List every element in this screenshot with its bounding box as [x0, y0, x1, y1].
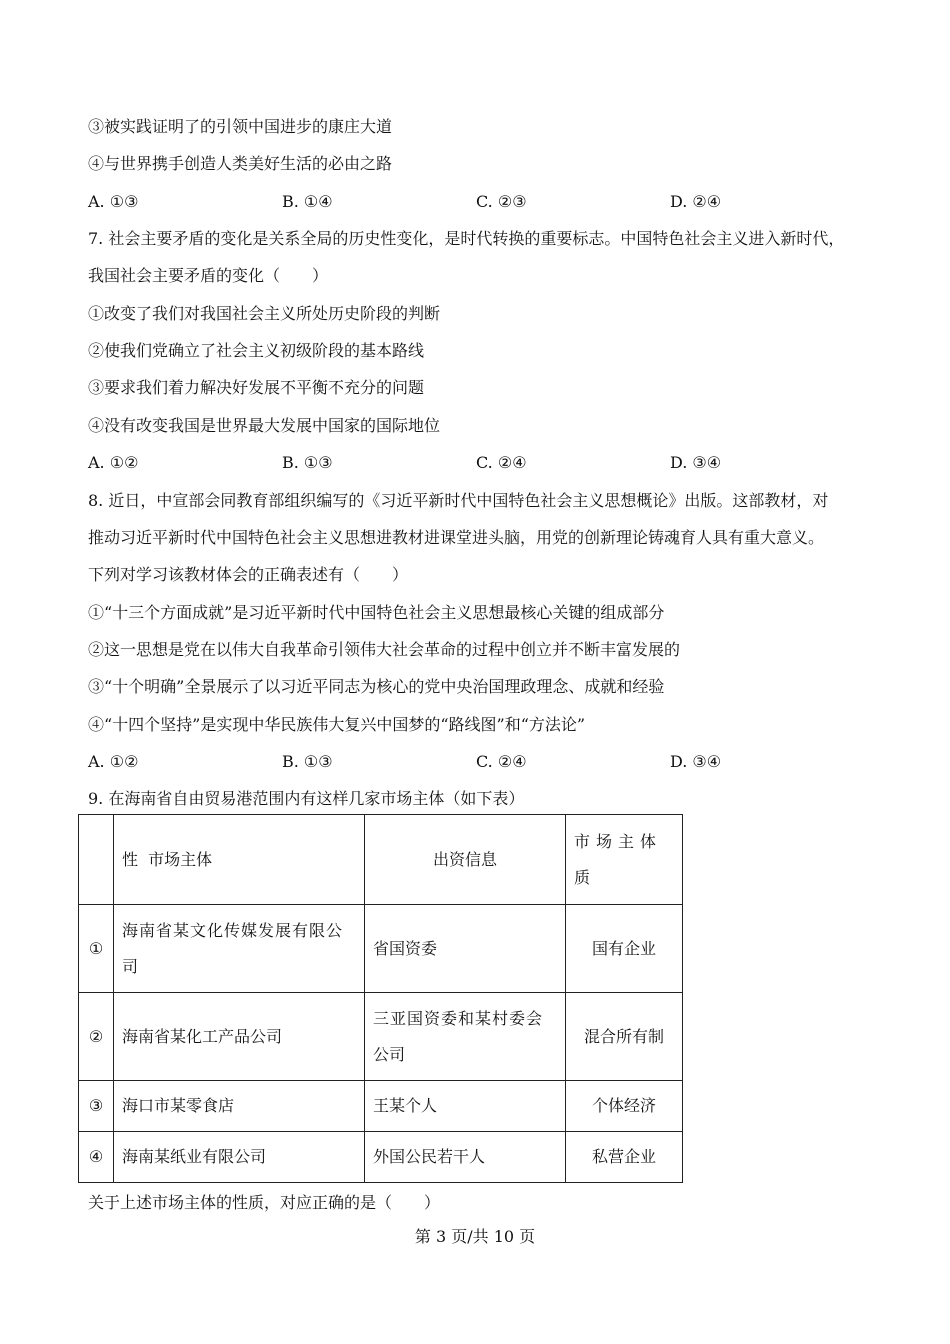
- table-row: [79, 1081, 683, 1132]
- q6-option-a[interactable]: A. ①③: [88, 192, 139, 211]
- header-number-cell: [79, 815, 114, 905]
- q8-item-3: ③“十个明确”全景展示了以习近平同志为核心的党中央治国理政理念、成就和经验: [88, 677, 665, 696]
- q6-option-b[interactable]: B. ①④: [282, 192, 333, 211]
- q7-item-1: ①改变了我们对我国社会主义所处历史阶段的判断: [88, 304, 441, 323]
- q6-item-4: ④与世界携手创造人类美好生活的必由之路: [88, 154, 393, 173]
- row-nature: 国有企业: [566, 905, 683, 993]
- q6-option-d[interactable]: D. ②④: [670, 192, 722, 211]
- row-nature: 私营企业: [566, 1132, 683, 1183]
- header-entity-cell: 性 市场主体: [114, 815, 365, 905]
- q7-option-c[interactable]: C. ②④: [476, 453, 527, 472]
- q8-item-4: ④“十四个坚持”是实现中华民族伟大复兴中国梦的“路线图”和“方法论”: [88, 715, 586, 734]
- table-header-row: [79, 815, 683, 905]
- row-nature: 混合所有制: [566, 993, 683, 1081]
- row-nature: 个体经济: [566, 1081, 683, 1132]
- row-number: ③: [79, 1081, 114, 1132]
- market-entity-table: [78, 814, 683, 1183]
- q8-option-d[interactable]: D. ③④: [670, 752, 722, 771]
- row-funding: [365, 993, 566, 1081]
- q8-option-a[interactable]: A. ①②: [88, 752, 139, 771]
- row-entity-name: [114, 905, 365, 993]
- row-entity-name-line1: 海南省某文化传媒发展有限公: [122, 920, 344, 940]
- q7-stem-line2: 我国社会主要矛盾的变化（ ）: [88, 266, 329, 285]
- q9-question: 关于上述市场主体的性质，对应正确的是（ ）: [88, 1193, 441, 1212]
- row-funding-line2: 公司: [373, 1044, 406, 1064]
- q8-stem-line3: 下列对学习该教材体会的正确表述有（ ）: [88, 565, 409, 584]
- q7-options: [88, 452, 888, 474]
- q8-option-c[interactable]: C. ②④: [476, 752, 527, 771]
- row-funding: 外国公民若干人: [365, 1132, 566, 1183]
- row-entity-name: 海南省某化工产品公司: [114, 993, 365, 1081]
- q7-item-3: ③要求我们着力解决好发展不平衡不充分的问题: [88, 378, 425, 397]
- q7-stem-line1: 7. 社会主要矛盾的变化是关系全局的历史性变化，是时代转换的重要标志。中国特色社会主义进入新时代，: [88, 229, 845, 248]
- row-funding: 王某个人: [365, 1081, 566, 1132]
- q7-option-a[interactable]: A. ①②: [88, 453, 139, 472]
- header-nature-line2: 质: [574, 867, 591, 887]
- q7-item-2: ②使我们党确立了社会主义初级阶段的基本路线: [88, 341, 425, 360]
- q7-option-b[interactable]: B. ①③: [282, 453, 333, 472]
- q6-option-c[interactable]: C. ②③: [476, 192, 527, 211]
- row-number: ②: [79, 993, 114, 1081]
- row-number: ④: [79, 1132, 114, 1183]
- q8-item-2: ②这一思想是党在以伟大自我革命引领伟大社会革命的过程中创立并不断丰富发展的: [88, 640, 681, 659]
- table-row: [79, 1132, 683, 1183]
- header-nature-line1: 市场主体: [574, 831, 663, 851]
- header-nature-cell: [566, 815, 683, 905]
- table-row: [79, 993, 683, 1081]
- header-funding-cell: 出资信息: [365, 815, 566, 905]
- row-entity-name-line2: 司: [122, 956, 139, 976]
- q8-options: [88, 751, 888, 773]
- q8-item-1: ①“十三个方面成就”是习近平新时代中国特色社会主义思想最核心关键的组成部分: [88, 603, 665, 622]
- page-footer: 第 3 页/共 10 页: [414, 1227, 536, 1246]
- q9-stem: 9. 在海南省自由贸易港范围内有这样几家市场主体（如下表）: [88, 789, 525, 808]
- table-row: [79, 905, 683, 993]
- q6-item-3: ③被实践证明了的引领中国进步的康庄大道: [88, 117, 393, 136]
- q8-option-b[interactable]: B. ①③: [282, 752, 333, 771]
- q8-stem-line2: 推动习近平新时代中国特色社会主义思想进教材进课堂进头脑，用党的创新理论铸魂育人具有重大意义。: [88, 528, 825, 547]
- q8-stem-line1: 8. 近日，中宣部会同教育部组织编写的《习近平新时代中国特色社会主义思想概论》出版。这部教材，对: [88, 491, 829, 510]
- q7-item-4: ④没有改变我国是世界最大发展中国家的国际地位: [88, 416, 441, 435]
- q6-options: [88, 191, 888, 213]
- q7-option-d[interactable]: D. ③④: [670, 453, 722, 472]
- row-entity-name: 海口市某零食店: [114, 1081, 365, 1132]
- row-funding: 省国资委: [365, 905, 566, 993]
- row-number: ①: [79, 905, 114, 993]
- row-funding-line1: 三亚国资委和某村委会: [373, 1008, 544, 1028]
- row-entity-name: 海南某纸业有限公司: [114, 1132, 365, 1183]
